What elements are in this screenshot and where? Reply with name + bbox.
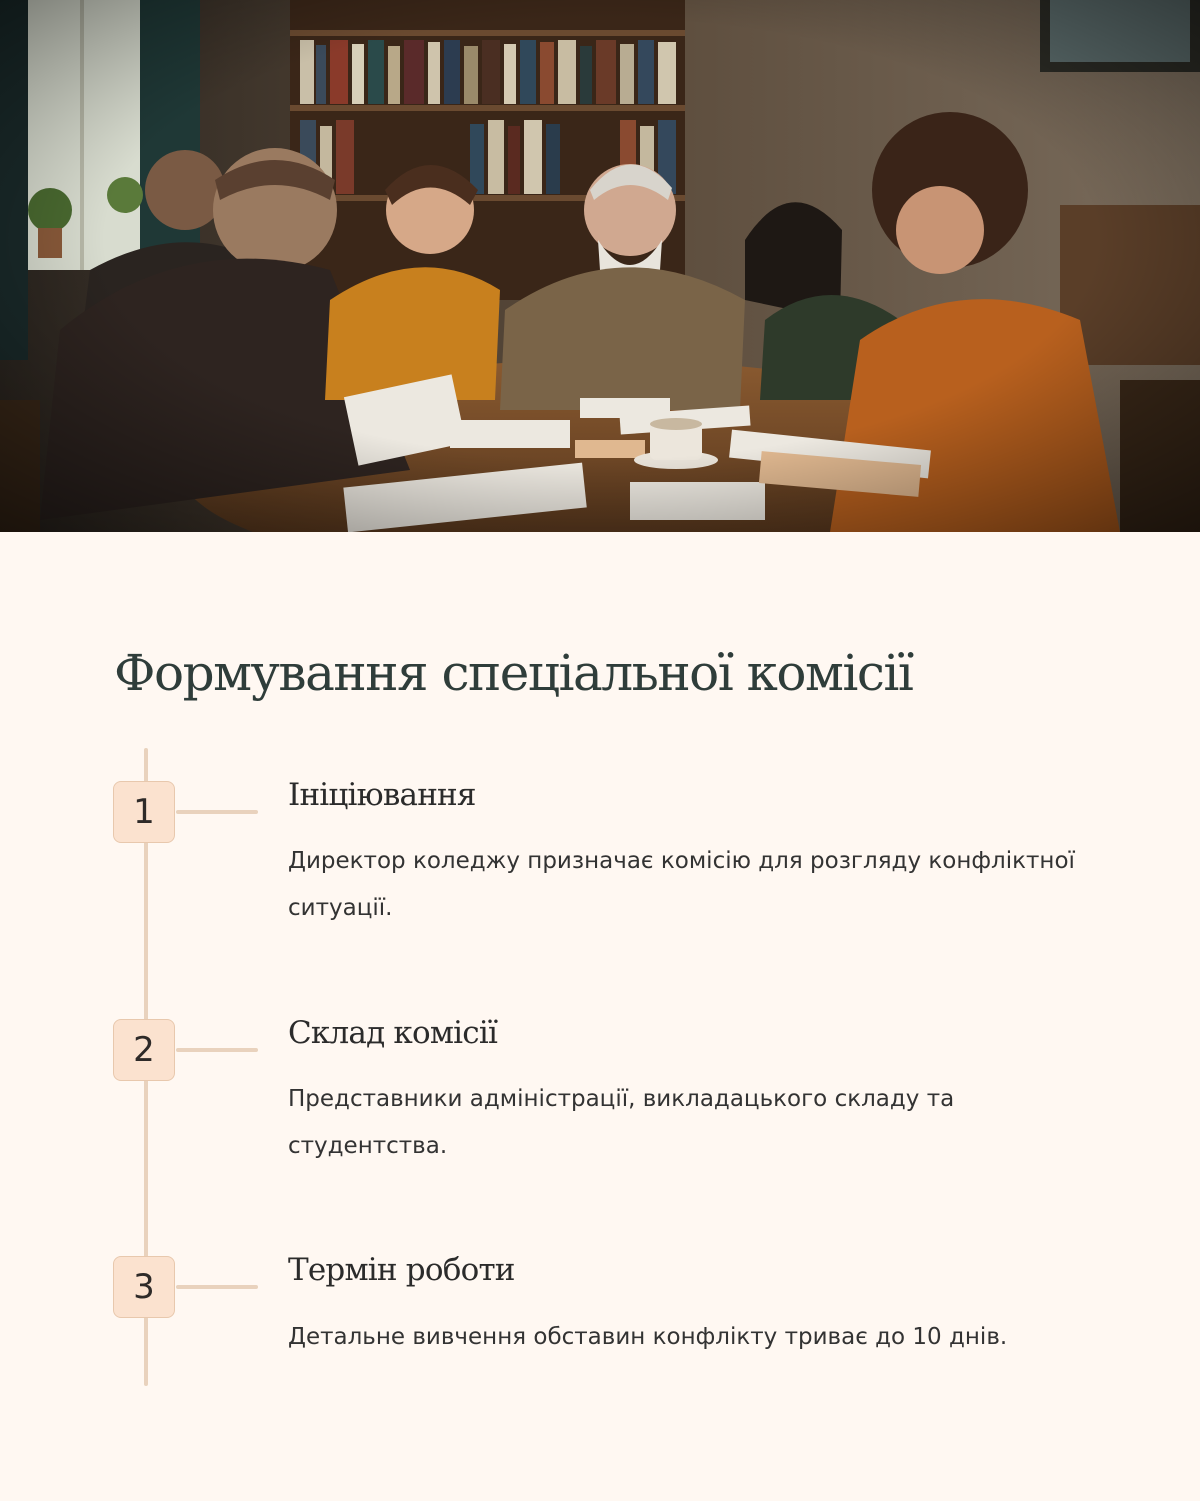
step-connector — [176, 1048, 258, 1052]
step-title: Ініціювання — [288, 777, 476, 813]
step-number-badge: 3 — [113, 1256, 175, 1318]
step-number-badge: 1 — [113, 781, 175, 843]
step-title: Склад комісії — [288, 1015, 498, 1051]
step-description: Детальне вивчення обставин конфлікту триває до 10 днів. — [288, 1324, 1008, 1350]
page-title: Формування спеціальної комісії — [114, 644, 913, 702]
step-description: Директор коледжу призначає комісію для розгляду конфліктної ситуації. — [288, 848, 1075, 921]
hero-image — [0, 0, 1200, 532]
step-connector — [176, 1285, 258, 1289]
step-description: Представники адміністрації, викладацького складу та студентства. — [288, 1086, 955, 1159]
step-number-badge: 2 — [113, 1019, 175, 1081]
meeting-photo-icon — [0, 0, 1200, 532]
step-title: Термін роботи — [288, 1252, 515, 1288]
step-connector — [176, 810, 258, 814]
